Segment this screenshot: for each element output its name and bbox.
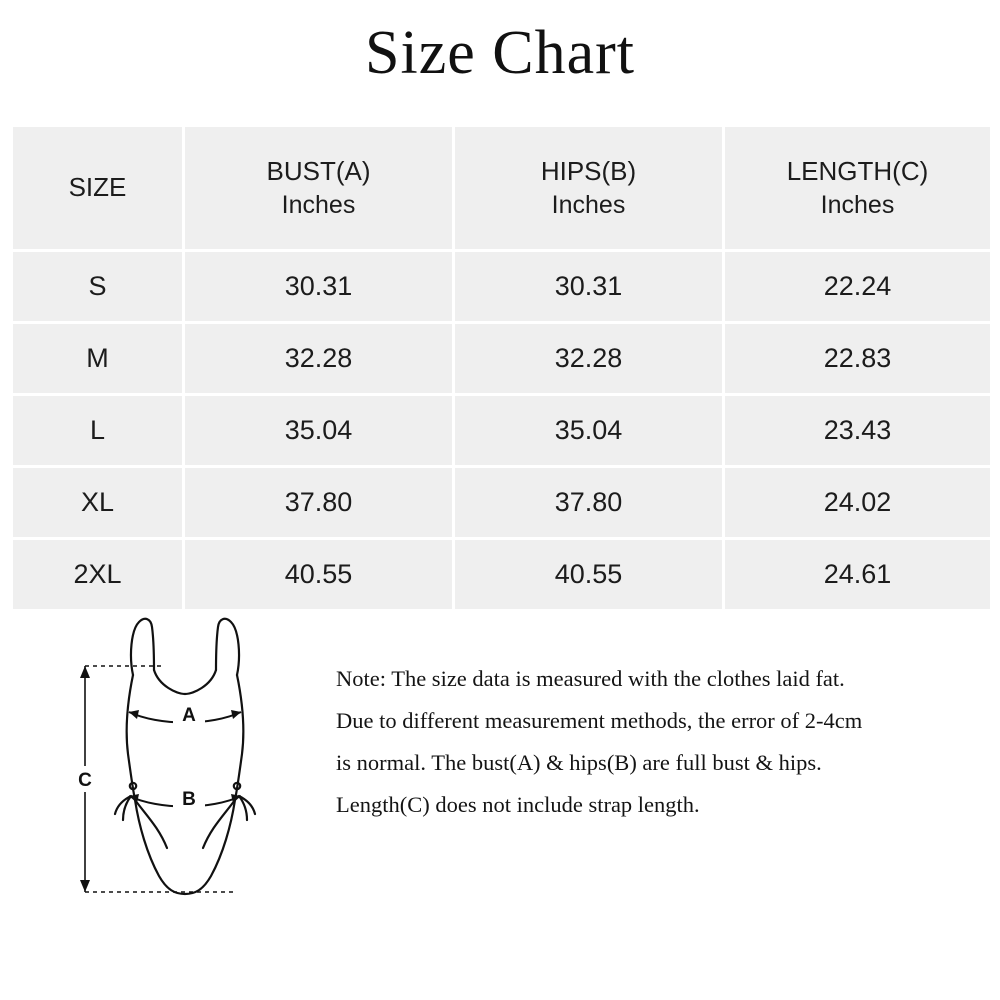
column-header-length	[724, 126, 992, 251]
page-title: Size Chart	[365, 19, 635, 87]
cell-length: 22.24	[724, 251, 992, 323]
size-table-container	[10, 124, 990, 612]
column-header-bust-label: BUST(A)	[266, 155, 371, 186]
table-row	[12, 251, 992, 323]
measurement-diagram	[55, 600, 335, 910]
cell-bust: 35.04	[184, 395, 454, 467]
swimsuit-diagram-icon	[55, 600, 335, 910]
cell-bust: 37.80	[184, 467, 454, 539]
note-line-4: Length(C) does not include strap length.	[336, 792, 700, 817]
table-body	[12, 251, 992, 611]
cell-size: S	[12, 251, 184, 323]
note-line-2: Due to different measurement methods, the error of 2-4cm	[336, 708, 863, 733]
label-a: A	[182, 705, 196, 726]
cell-hips: 37.80	[454, 467, 724, 539]
cell-length: 24.61	[724, 539, 992, 611]
column-header-bust	[184, 126, 454, 251]
cell-hips: 32.28	[454, 323, 724, 395]
lower-section	[0, 600, 1000, 930]
label-b: B	[182, 789, 196, 810]
column-header-length-label: LENGTH(C)	[786, 155, 929, 186]
table-row	[12, 395, 992, 467]
cell-bust: 30.31	[184, 251, 454, 323]
cell-hips: 35.04	[454, 395, 724, 467]
size-table	[10, 124, 993, 612]
column-header-size	[12, 126, 184, 251]
column-header-length-unit: Inches	[820, 190, 895, 219]
table-header	[12, 126, 992, 251]
note-line-1: Note: The size data is measured with the clothes laid fat.	[336, 666, 845, 691]
column-header-size-label: SIZE	[68, 172, 127, 203]
table-header-row	[12, 126, 992, 251]
column-header-hips-label: HIPS(B)	[540, 155, 637, 186]
column-header-hips-unit: Inches	[551, 190, 626, 219]
label-c: C	[78, 770, 92, 791]
table-row	[12, 467, 992, 539]
cell-hips: 30.31	[454, 251, 724, 323]
note-text	[336, 658, 956, 826]
note-line-3: is normal. The bust(A) & hips(B) are full bust & hips.	[336, 750, 822, 775]
cell-size: 2XL	[12, 539, 184, 611]
table-row	[12, 323, 992, 395]
cell-bust: 40.55	[184, 539, 454, 611]
cell-size: L	[12, 395, 184, 467]
cell-hips: 40.55	[454, 539, 724, 611]
cell-length: 23.43	[724, 395, 992, 467]
cell-length: 24.02	[724, 467, 992, 539]
cell-length: 22.83	[724, 323, 992, 395]
cell-bust: 32.28	[184, 323, 454, 395]
column-header-hips	[454, 126, 724, 251]
column-header-bust-unit: Inches	[281, 190, 356, 219]
cell-size: XL	[12, 467, 184, 539]
cell-size: M	[12, 323, 184, 395]
